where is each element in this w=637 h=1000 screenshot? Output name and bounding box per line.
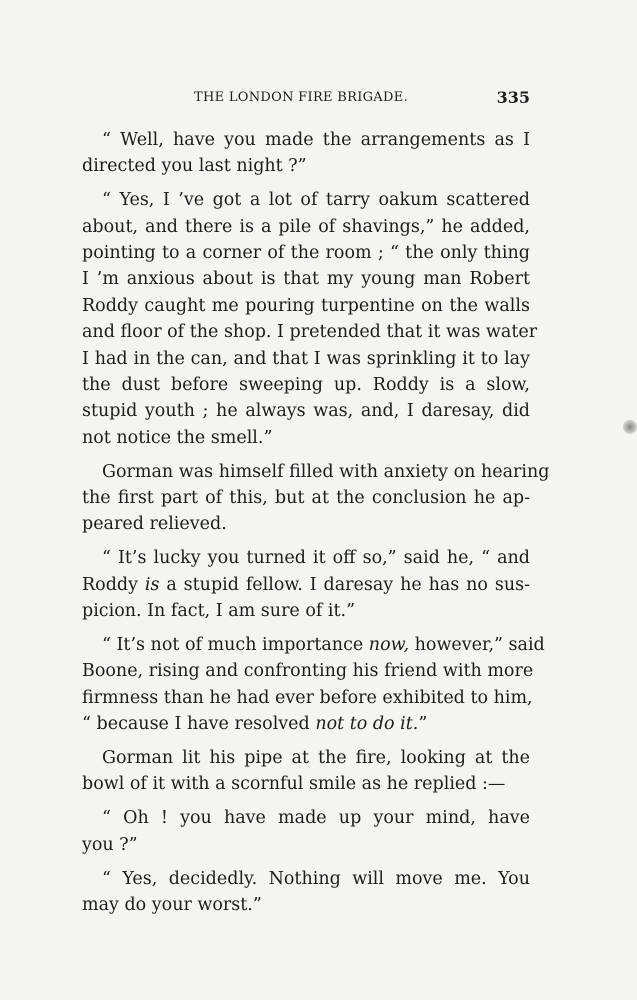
text-line [82,832,530,858]
text-line [82,805,530,831]
paragraph [82,187,538,451]
text-line [82,745,530,771]
running-title: THE LONDON FIRE BRIGADE. [194,90,408,105]
paragraph [82,632,545,738]
text-segment: pointing to a corner of the room ; “ the only thing [82,243,530,264]
text-segment: however,” said [409,635,545,656]
paragraph [82,805,530,858]
text-segment: bowl of it with a scornful smile as he replied :— [82,774,506,795]
text-line [82,685,533,711]
text-line [82,266,530,292]
text-line [82,127,530,153]
text-line [82,892,530,918]
text-segment: “ because I have resolved [82,714,316,735]
text-line [82,545,530,571]
text-segment: Gorman lit his pipe at the fire, looking at the [102,748,530,769]
text-line [82,711,530,737]
text-line [82,293,530,319]
text-segment: Roddy caught me pouring turpentine on the walls [82,295,530,316]
text-line [82,425,530,451]
text-segment: a stupid fellow. I daresay he has no sus- [159,574,530,595]
running-header [82,88,530,110]
italic-text: now, [368,635,410,656]
page-body [82,127,550,926]
text-line [82,771,530,797]
paragraph [82,745,530,798]
text-segment: and floor of the shop. I pretended that it was water [82,322,538,343]
text-segment: Boone, rising and confronting his friend with more [82,661,534,682]
text-line [82,485,530,511]
text-line [82,459,550,485]
text-segment: the first part of this, but at the conclusion he ap- [82,488,530,509]
text-line [82,346,530,372]
text-line [82,632,545,658]
text-segment: picion. In fact, I am sure of it.” [82,601,356,622]
paragraph [82,459,550,538]
text-segment: “ Oh ! you have made up your mind, have [102,808,530,829]
text-segment: “ It’s lucky you turned it off so,” said he, “ and [102,548,530,569]
text-segment: not notice the smell.” [82,427,273,448]
text-line [82,153,530,179]
italic-text: is [144,574,160,595]
text-segment: Gorman was himself filled with anxiety on hearing [102,461,550,482]
text-line [82,598,530,624]
text-segment: I had in the can, and that I was sprinkling it to lay [82,348,530,369]
text-segment: may do your worst.” [82,895,262,916]
text-segment: peared relieved. [82,514,227,535]
text-segment: ” [418,714,428,735]
text-line [82,866,530,892]
text-segment: directed you last night ?” [82,156,307,177]
text-segment: “ Well, have you made the arrangements as I [102,130,530,150]
text-segment: about, and there is a pile of shavings,” he added, [82,216,530,237]
text-segment: the dust before sweeping up. Roddy is a slow, [82,375,530,396]
text-segment: Roddy [82,574,145,595]
text-segment: stupid youth ; he always was, and, I daresay, did [82,401,530,422]
text-line [82,319,538,345]
text-segment: “ It’s not of much importance [102,635,369,656]
page-number: 335 [496,88,530,107]
paragraph [82,545,530,624]
paragraph [82,127,530,180]
text-line [82,187,530,213]
text-line [82,214,530,240]
text-segment: I ’m anxious about is that my young man Robert [82,269,530,290]
text-line [82,240,530,266]
text-line [82,398,530,424]
paragraph [82,866,530,919]
text-segment: you ?” [82,834,138,855]
text-line [82,372,530,398]
text-line [82,511,530,537]
scan-smudge [623,420,637,434]
text-segment: “ Yes, I ’ve got a lot of tarry oakum scattered [102,190,530,211]
text-line [82,658,534,684]
text-segment: “ Yes, decidedly. Nothing will move me. You [102,868,530,889]
text-line [82,572,530,598]
italic-text: not to do it. [315,714,419,735]
text-segment: firmness than he had ever before exhibited to him, [82,687,533,708]
